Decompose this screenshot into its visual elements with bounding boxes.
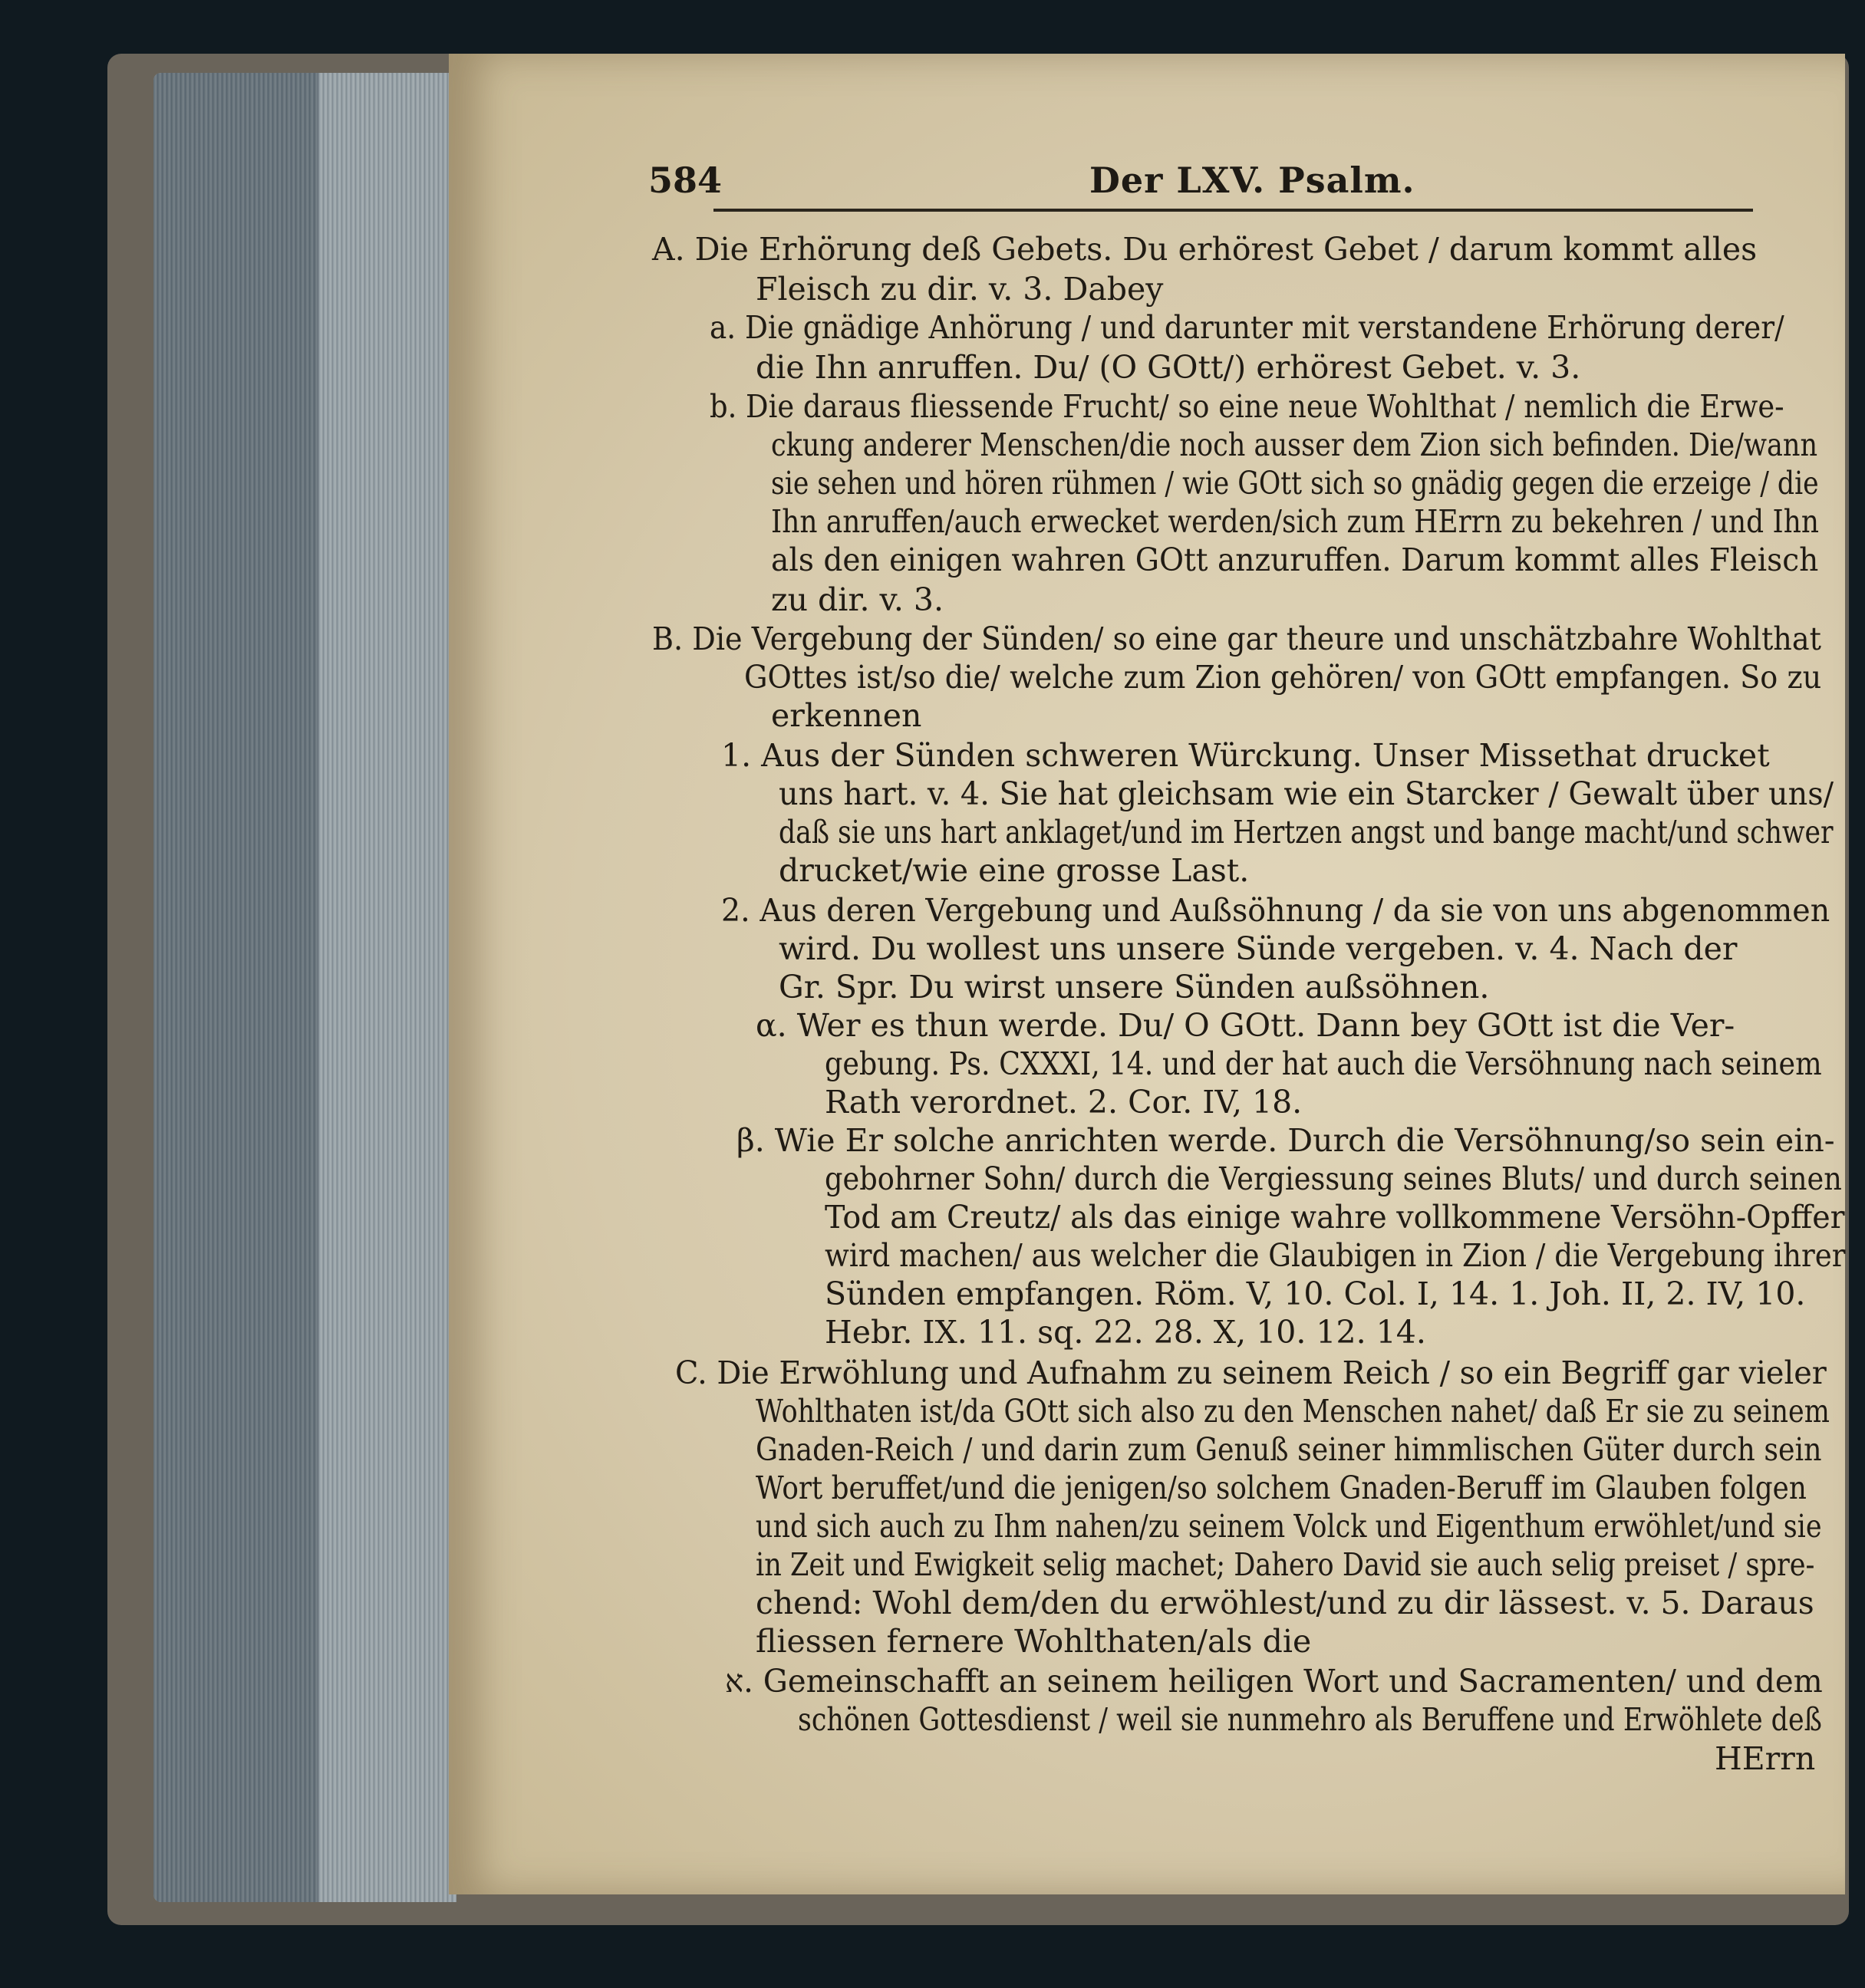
text-line: und sich auch zu Ihm nahen/zu seinem Volck und Eigenthum erwöhlet/und sie	[756, 1508, 1822, 1545]
text-line: die Ihn anruffen. Du/ (O GOtt/) erhörest Gebet. v. 3.	[756, 349, 1581, 386]
text-line: Rath verordnet. 2. Cor. IV, 18.	[825, 1084, 1303, 1121]
text-line: A. Die Erhörung deß Gebets. Du erhörest Gebet / darum kommt alles	[652, 231, 1758, 268]
text-line: Gr. Spr. Du wirst unsere Sünden außsöhnen.	[779, 969, 1490, 1006]
text-line: chend: Wohl dem/den du erwöhlest/und zu dir lässest. v. 5. Daraus	[756, 1585, 1814, 1621]
text-line: Hebr. IX. 11. sq. 22. 28. X, 10. 12. 14.	[825, 1314, 1426, 1351]
text-line: C. Die Erwöhlung und Aufnahm zu seinem Reich / so ein Begriff gar vieler	[675, 1354, 1827, 1391]
text-line: drucket/wie eine grosse Last.	[779, 852, 1250, 889]
text-line: a. Die gnädige Anhörung / und darunter mit verstandene Erhörung derer/	[710, 309, 1784, 346]
text-line: Tod am Creutz/ als das einige wahre vollkommene Versöhn-Opffer	[825, 1199, 1845, 1236]
text-line: א. Gemeinschafft an seinem heiligen Wort und Sacramenten/ und dem	[725, 1663, 1823, 1700]
text-line: 2. Aus deren Vergebung und Außsöhnung / da sie von uns abgenommen	[721, 892, 1830, 929]
text-line: β. Wie Er solche anrichten werde. Durch die Versöhnung/so sein ein-	[736, 1122, 1835, 1159]
text-line: 1. Aus der Sünden schweren Würckung. Unser Missethat drucket	[721, 737, 1770, 774]
text-line: als den einigen wahren GOtt anzuruffen. Darum kommt alles Fleisch	[771, 541, 1819, 578]
text-line: wird. Du wollest uns unsere Sünde vergeben. v. 4. Nach der	[779, 930, 1738, 967]
page-number: 584	[648, 160, 723, 201]
text-line: GOttes ist/so die/ welche zum Zion gehören/ von GOtt empfangen. So zu	[744, 659, 1822, 696]
running-title: Der LXV. Psalm.	[1089, 160, 1415, 201]
text-line: wird machen/ aus welcher die Glaubigen in Zion / die Vergebung ihrer	[825, 1237, 1846, 1274]
text-line: HErrn	[1715, 1740, 1816, 1777]
text-line: zu dir. v. 3.	[771, 581, 944, 618]
text-line: Gnaden-Reich / und darin zum Genuß seiner himmlischen Güter durch sein	[756, 1431, 1822, 1468]
text-line: gebohrner Sohn/ durch die Vergiessung seines Bluts/ und durch seinen	[825, 1160, 1842, 1197]
text-line: gebung. Ps. CXXXI, 14. und der hat auch die Versöhnung nach seinem	[825, 1045, 1822, 1082]
text-line: uns hart. v. 4. Sie hat gleichsam wie ein Starcker / Gewalt über uns/	[779, 775, 1834, 812]
text-line: sie sehen und hören rühmen / wie GOtt sich so gnädig gegen die erzeige / die	[771, 465, 1819, 502]
text-line: Fleisch zu dir. v. 3. Dabey	[756, 271, 1164, 308]
text-line: b. Die daraus fliessende Frucht/ so eine neue Wohlthat / nemlich die Erwe-	[710, 388, 1784, 425]
text-line: B. Die Vergebung der Sünden/ so eine gar theure und unschätzbahre Wohlthat	[652, 620, 1821, 657]
text-line: Wohlthaten ist/da GOtt sich also zu den Menschen nahet/ daß Er sie zu seinem	[756, 1393, 1830, 1430]
text-line: erkennen	[771, 697, 922, 734]
text-line: schönen Gottesdienst / weil sie nunmehro als Beruffene und Erwöhlete deß	[798, 1701, 1822, 1738]
text-line: α. Wer es thun werde. Du/ O GOtt. Dann bey GOtt ist die Ver-	[756, 1007, 1735, 1044]
text-line: in Zeit und Ewigkeit selig machet; Dahero David sie auch selig preiset / spre-	[756, 1546, 1815, 1583]
text-line: fliessen fernere Wohlthaten/als die	[756, 1623, 1312, 1660]
text-line: Ihn anruffen/auch erwecket werden/sich zum HErrn zu bekehren / und Ihn	[771, 503, 1819, 540]
text-line: ckung anderer Menschen/die noch ausser dem Zion sich befinden. Die/wann	[771, 426, 1818, 463]
text-line: daß sie uns hart anklaget/und im Hertzen angst und bange macht/und schwer	[779, 814, 1834, 851]
text-line: Wort beruffet/und die jenigen/so solchem Gnaden-Beruff im Glauben folgen	[756, 1470, 1807, 1506]
text-line: Sünden empfangen. Röm. V, 10. Col. I, 14. 1. Joh. II, 2. IV, 10.	[825, 1275, 1806, 1312]
